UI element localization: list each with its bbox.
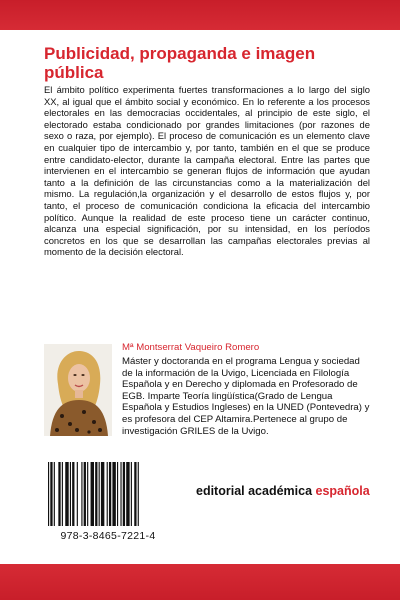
book-title: Publicidad, propaganda e imagen pública — [44, 44, 316, 82]
book-description: El ámbito político experimenta fuertes transformaciones a lo largo del siglo XX, al igual que el ámbito social y económico. En lo referente a los procesos electorales en las democracias occidentales, al principio de este siglo, el electorado estaba condicionado por grandes limitaciones (por razones de sexo o raza, por ejemplo). El proceso de comunicación es un elemento clave en cualquier tipo de intercambio y, por tanto, también en el que se produce entre candidato-elector, durante la campaña electoral. Entre las partes que intervienen en el intercambio se generan flujos de información que ayudan tanto a la definición de las circunstancias como a la materialización del mismo. La regulación,la organización y el desarrollo de estos flujos y, por tanto, el proceso de comunicación condiciona la eficacia del intercambio político. Aunque la realidad de este proceso tiene un carácter continuo, alcanza una especial significación, por su intensidad, en los períodos concretos en los que se desarrollan las campañas electorales previas al momento de la decisión electoral. — [44, 84, 370, 258]
author-photo — [44, 344, 112, 436]
publisher-logo — [196, 484, 376, 498]
author-bio: Máster y doctoranda en el programa Lengua y sociedad de la información de la Uvigo, Licenciada en Filología Española y en Derecho y diplomada en Profesorado de EGB. Imparte Teoría lingüística(Grado de Lengua Española y Estudios Ingleses) en la UNED (Pontevedra) y es profesora del CEP Altamira.Pertenece al grupo de investigación GRILES de la Uvigo. — [122, 356, 370, 437]
top-red-band — [0, 0, 400, 30]
publisher-name: editorial académica — [196, 484, 313, 498]
isbn-barcode — [42, 460, 174, 548]
bottom-red-band — [0, 564, 400, 600]
author-name: Mª Montserrat Vaqueiro Romero — [122, 342, 260, 353]
isbn-number: 978-3-8465-7221-4 — [60, 530, 156, 542]
barcode-bars — [42, 460, 174, 528]
publisher-name-accent: española — [315, 484, 370, 498]
